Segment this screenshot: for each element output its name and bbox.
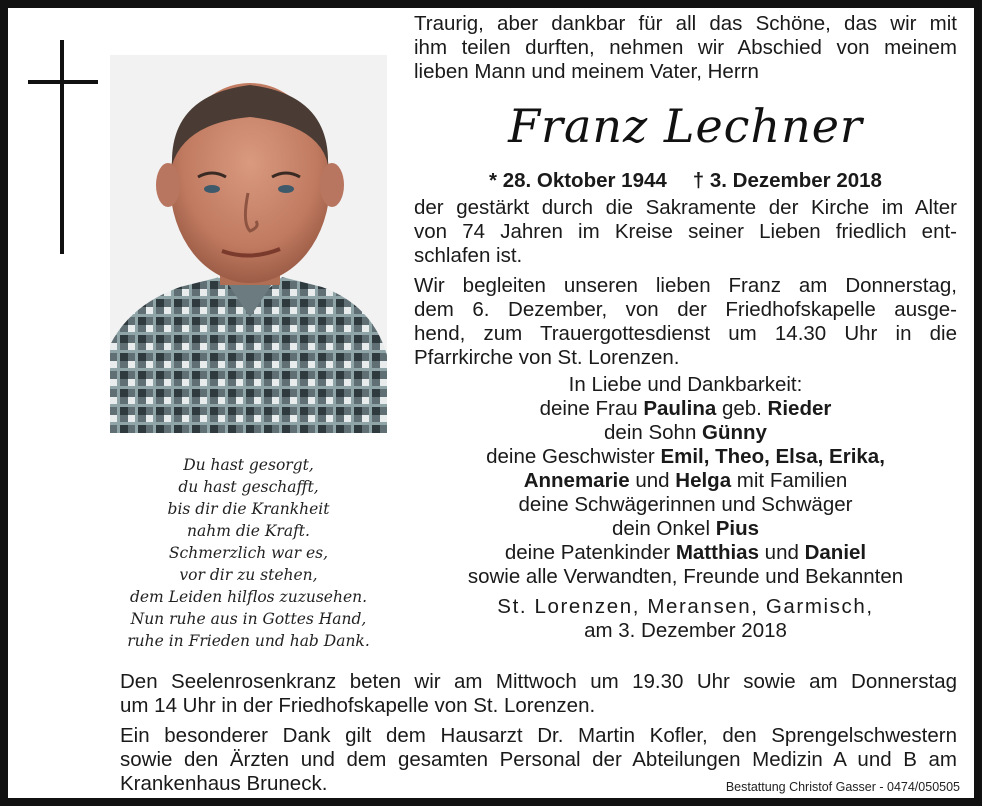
mourner-line: deine Geschwister Emil, Theo, Elsa, Erika, [486, 445, 885, 468]
intro-line: lieben Mann und meinem Vater, Herrn [414, 60, 759, 83]
poem-line: Schmerzlich war es, [168, 544, 329, 562]
paragraph-2 [414, 274, 957, 370]
life-dates [414, 168, 957, 194]
place-line: St. Lorenzen, Meransen, Garmisch, [497, 595, 874, 618]
funeral-home-credit: Bestattung Christof Gasser - 0474/050505 [725, 780, 960, 794]
paragraph-line: schlafen ist. [414, 244, 523, 267]
poem-line: Du hast gesorgt, [183, 456, 314, 474]
mourner-line: deine Schwägerinnen und Schwäger [518, 493, 853, 516]
mourner-line: sowie alle Verwandten, Freunde und Bekannten [467, 565, 904, 588]
mourner-line: Annemarie und Helga mit Familien [523, 469, 848, 492]
mourner-line: dein Onkel Pius [612, 517, 759, 540]
poem-line: bis dir die Krankheit [167, 500, 330, 518]
deceased-name: Franz Lechner [508, 99, 863, 153]
paragraph-line: sowie den Ärzten und dem gesamten Personal der Abteilungen Medizin A und B am [120, 748, 957, 771]
main-text-column [414, 12, 957, 643]
mourners-list [414, 373, 957, 589]
paragraph-line: von 74 Jahren im Kreise seiner Lieben friedlich ent- [414, 220, 957, 243]
cross-icon [60, 40, 64, 254]
paragraph-line: Krankenhaus Bruneck. [120, 772, 328, 795]
paragraph-line: hend, zum Trauergottesdienst um 14.30 Uhr in die [414, 322, 957, 345]
bottom-text [120, 670, 957, 796]
paragraph-line: Den Seelenrosenkranz beten wir am Mittwoch um 19.30 Uhr sowie am Donnerstag [120, 670, 957, 693]
mourners-heading: In Liebe und Dankbarkeit: [568, 373, 803, 396]
portrait-photo [110, 55, 387, 433]
poem-line: du hast geschafft, [178, 478, 319, 496]
paragraph-line: dem 6. Dezember, von der Friedhofskapelle ausge- [414, 298, 957, 321]
mourner-line: dein Sohn Günny [604, 421, 767, 444]
paragraph-1 [414, 196, 957, 268]
paragraph-line: Pfarrkirche von St. Lorenzen. [414, 346, 680, 369]
birth-date: * 28. Oktober 1944 [489, 169, 667, 192]
mourner-line: deine Frau Paulina geb. Rieder [539, 397, 832, 420]
poem-line: nahm die Kraft. [187, 522, 310, 540]
poem-line: vor dir zu stehen, [179, 566, 318, 584]
cross-icon-bar [28, 80, 98, 84]
intro-line: ihm teilen durften, nehmen wir Abschied von meinem [414, 36, 957, 59]
paragraph-line: um 14 Uhr in der Friedhofskapelle von St. Lorenzen. [120, 694, 596, 717]
rosary-paragraph [120, 670, 957, 718]
poem-line: ruhe in Frieden und hab Dank. [127, 632, 370, 650]
paragraph-line: Wir begleiten unseren lieben Franz am Donnerstag, [414, 274, 957, 297]
poem [110, 454, 387, 652]
intro-paragraph [414, 12, 957, 84]
mourner-line: deine Patenkinder Matthias und Daniel [504, 541, 867, 564]
poem-line: Nun ruhe aus in Gottes Hand, [130, 610, 367, 628]
date-line: am 3. Dezember 2018 [584, 619, 787, 642]
paragraph-line: der gestärkt durch die Sakramente der Kirche im Alter [414, 196, 957, 219]
paragraph-line: Ein besonderer Dank gilt dem Hausarzt Dr. Martin Kofler, den Sprengelschwestern [120, 724, 957, 747]
intro-line: Traurig, aber dankbar für all das Schöne, das wir mit [414, 12, 957, 35]
poem-line: dem Leiden hilflos zuzusehen. [129, 588, 368, 606]
death-date: † 3. Dezember 2018 [692, 169, 882, 192]
